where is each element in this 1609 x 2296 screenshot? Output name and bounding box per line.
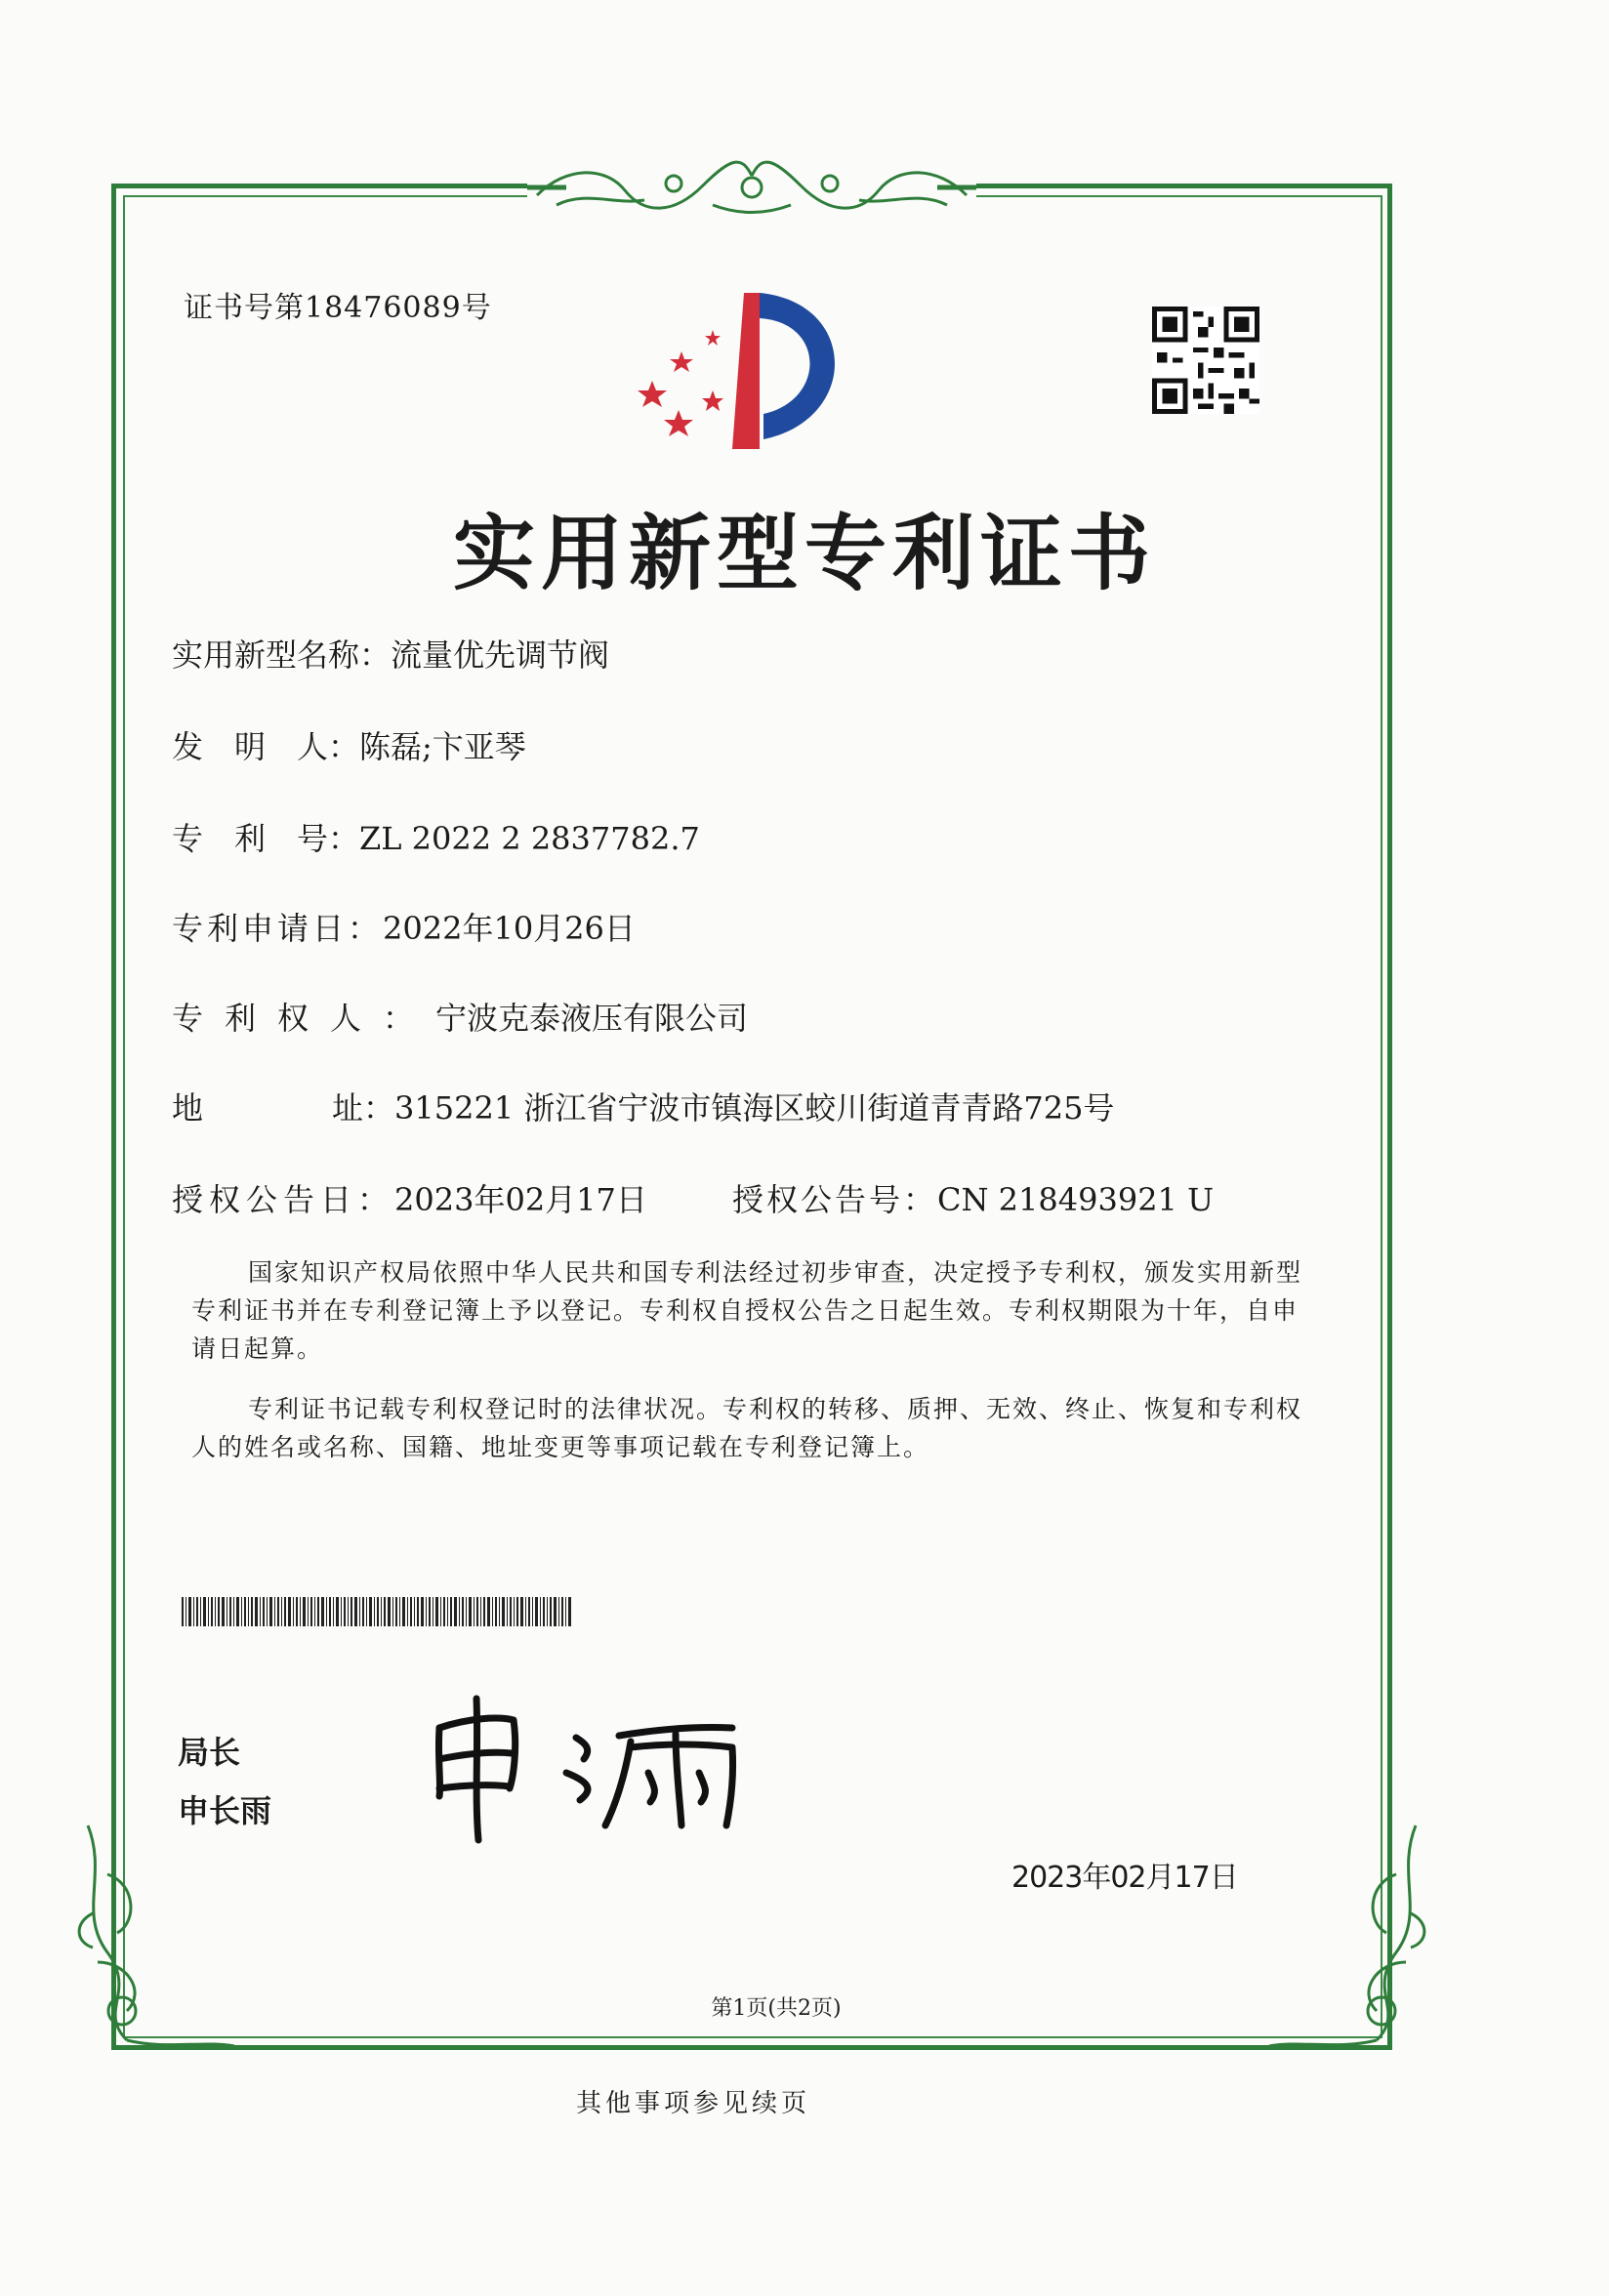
barcode-icon — [182, 1597, 572, 1626]
qr-code-icon — [1152, 307, 1259, 414]
inventor-value: 陈磊;卞亚琴 — [359, 728, 526, 765]
grant-date-value: 2023年02月17日 — [394, 1181, 647, 1218]
grant-number-label: 授权公告号： — [732, 1181, 938, 1218]
grant-number-row — [732, 1175, 1214, 1220]
signature-date: 2023年02月17日 — [1011, 1861, 1238, 1895]
address-label-second: 址： — [332, 1089, 395, 1127]
inventor-label: 发 明 人： — [172, 728, 360, 765]
utility-model-name-value: 流量优先调节阀 — [391, 636, 610, 674]
grant-date-label: 授权公告日： — [172, 1181, 395, 1218]
director-signature — [420, 1679, 771, 1845]
legal-paragraph-2: 专利证书记载专利权登记时的法律状况。专利权的转移、质押、无效、终止、恢复和专利权人的姓名或名称、国籍、地址变更等事项记载在专利登记簿上。 — [191, 1395, 1303, 1461]
cnipa-logo-icon — [635, 283, 869, 459]
director-name: 申长雨 — [178, 1792, 272, 1829]
grant-date-row — [172, 1175, 647, 1220]
grant-number-value: CN 218493921 U — [937, 1181, 1215, 1218]
bottom-right-ornament-icon — [1259, 1816, 1435, 2070]
utility-model-name-label: 实用新型名称： — [172, 636, 392, 674]
patentee-value: 宁波克泰液压有限公司 — [435, 1000, 749, 1037]
filing-date-value: 2022年10月26日 — [383, 910, 636, 947]
director-title: 局长 — [178, 1734, 241, 1771]
bottom-left-ornament-icon — [68, 1816, 244, 2070]
patent-number-row — [172, 814, 700, 859]
legal-paragraph-1: 国家知识产权局依照中华人民共和国专利法经过初步审查，决定授予专利权，颁发实用新型专利证书并在专利登记簿上予以登记。专利权自授权公告之日起生效。专利权期限为十年，自申请日起算。 — [191, 1258, 1303, 1363]
certificate-title: 实用新型专利证书 — [452, 505, 1156, 601]
patentee-label: 专利权人： — [172, 1000, 436, 1037]
patent-number-value: ZL 2022 2 2837782.7 — [359, 820, 700, 857]
certificate-number: 证书号第18476089号 — [184, 291, 492, 325]
inventor-row — [172, 722, 526, 767]
continued-note: 其他事项参见续页 — [575, 2089, 810, 2118]
address-value: 315221 浙江省宁波市镇海区蛟川街道青青路725号 — [394, 1089, 1115, 1127]
top-ornament-icon — [527, 146, 976, 225]
filing-date-row — [172, 904, 636, 949]
address-row — [172, 1084, 1114, 1128]
patent-number-label: 专 利 号： — [172, 820, 360, 857]
utility-model-name-row — [172, 631, 609, 676]
address-label-first: 地 — [172, 1089, 204, 1127]
filing-date-label: 专利申请日： — [172, 910, 384, 947]
patentee-row — [172, 994, 748, 1039]
page-number: 第1页(共2页) — [711, 1996, 842, 2021]
